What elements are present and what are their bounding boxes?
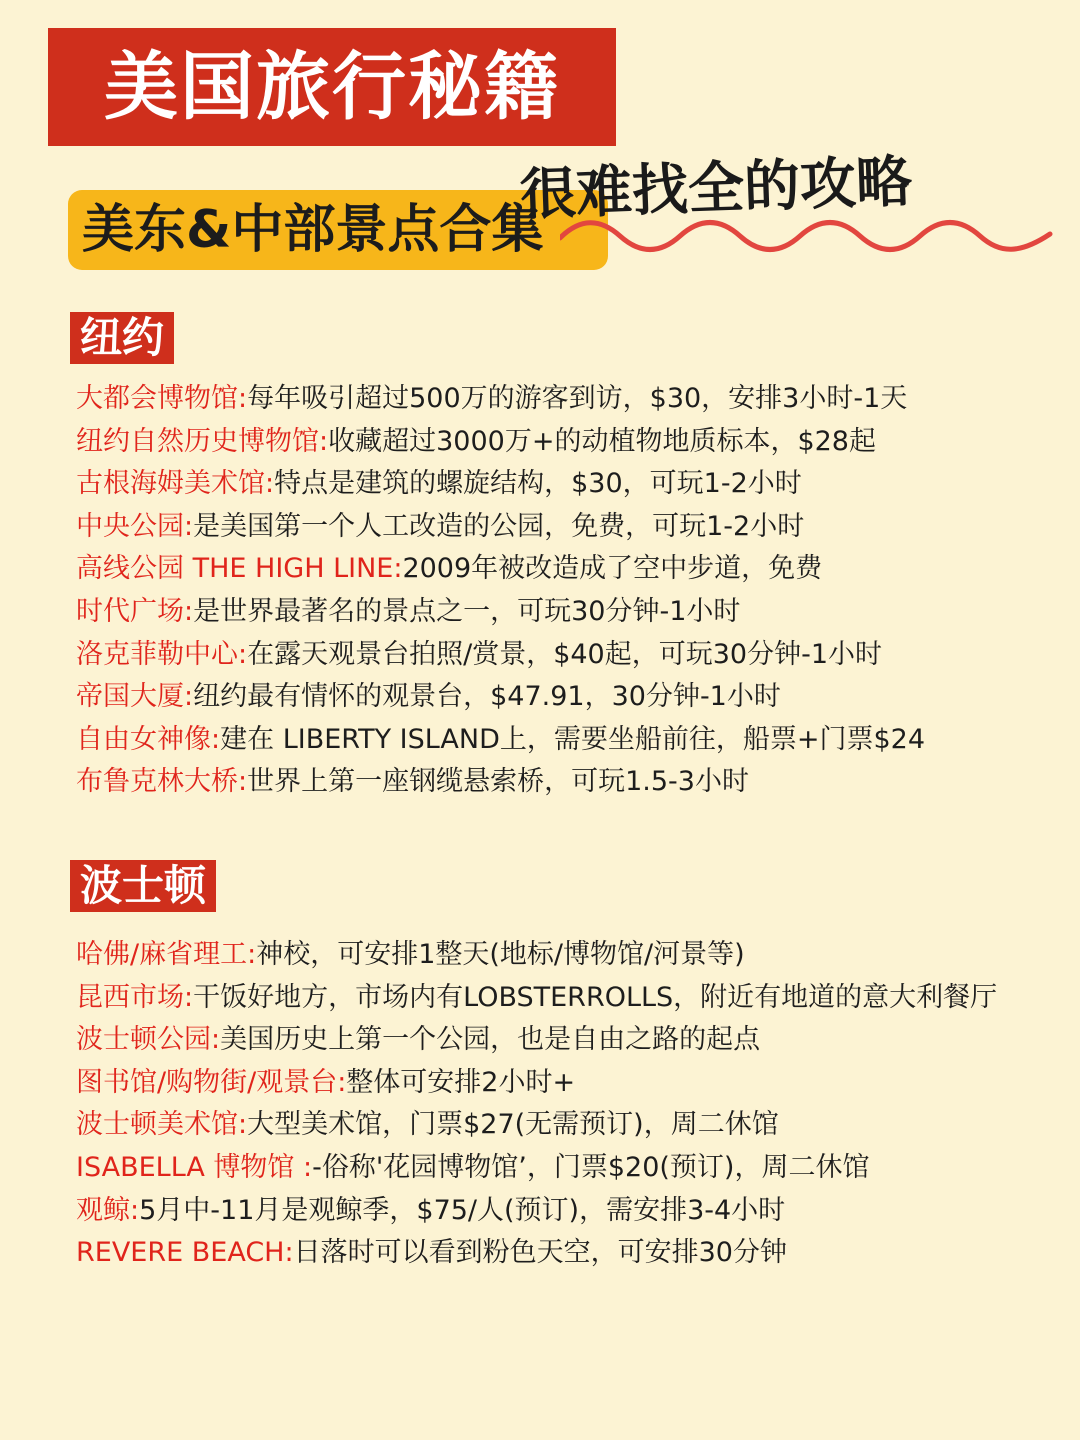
- list-item: [76, 1147, 1016, 1190]
- list-item: [76, 463, 1016, 506]
- attraction-desc: 日落时可以看到粉色天空，可安排30分钟: [293, 1237, 787, 1269]
- attraction-name: 波士顿公园:: [76, 1024, 221, 1056]
- list-item: [76, 934, 1016, 977]
- attraction-name: 帝国大厦:: [76, 681, 194, 713]
- attraction-desc: 干饭好地方，市场内有LOBSTERROLLS，附近有地道的意大利餐厅: [193, 981, 998, 1013]
- subtitle-label: 美东&中部景点合集: [68, 190, 608, 270]
- attraction-name: ISABELLA 博物馆 :: [76, 1151, 313, 1183]
- attraction-name: 洛克菲勒中心:: [76, 638, 248, 670]
- attraction-name: 高线公园 THE HIGH LINE:: [76, 553, 403, 585]
- list-item: [76, 719, 1016, 762]
- attraction-name: REVERE BEACH:: [76, 1237, 294, 1269]
- wavy-underline: [560, 208, 1060, 258]
- list-item: [76, 591, 1016, 634]
- attraction-desc: 是世界最著名的景点之一，可玩30分钟-1小时: [193, 595, 741, 627]
- list-item: [76, 977, 1016, 1020]
- boston-attraction-list: [76, 934, 1016, 1275]
- attraction-name: 哈佛/麻省理工:: [76, 939, 257, 970]
- attraction-desc: 整体可安排2小时+: [346, 1066, 576, 1098]
- attraction-name: 纽约自然历史博物馆:: [76, 425, 329, 457]
- attraction-name: 昆西市场:: [76, 981, 194, 1013]
- attraction-desc: 是美国第一个人工改造的公园，免费，可玩1-2小时: [193, 510, 805, 542]
- attraction-name: 古根海姆美术馆:: [76, 468, 275, 500]
- attraction-desc: 大型美术馆，门票$27(无需预订)，周二休馆: [247, 1109, 779, 1141]
- list-item: [76, 676, 1016, 719]
- handwritten-tagline: 很难找全的攻略: [519, 148, 914, 229]
- list-item: [76, 1232, 1016, 1275]
- list-item: [76, 378, 1016, 421]
- list-item: [76, 1062, 1016, 1105]
- page-title: 美国旅行秘籍: [48, 28, 616, 146]
- attraction-desc: 2009年被改造成了空中步道，免费: [402, 553, 823, 585]
- attraction-desc: 神校，可安排1整天(地标/博物馆/河景等): [256, 939, 745, 970]
- attraction-desc: 每年吸引超过500万的游客到访，$30，安排3小时-1天: [247, 383, 908, 414]
- attraction-desc: 5月中-11月是观鲸季，$75/人(预订)，需安排3-4小时: [139, 1194, 786, 1226]
- attraction-name: 时代广场:: [76, 595, 194, 627]
- attraction-name: 自由女神像:: [76, 723, 221, 755]
- attraction-name: 图书馆/购物街/观景台:: [76, 1066, 347, 1098]
- new-york-attraction-list: [76, 378, 1016, 804]
- list-item: [76, 421, 1016, 464]
- attraction-name: 波士顿美术馆:: [76, 1109, 248, 1141]
- attraction-desc: 在露天观景台拍照/赏景，$40起，可玩30分钟-1小时: [247, 638, 883, 670]
- attraction-desc: 世界上第一座钢缆悬索桥，可玩1.5-3小时: [247, 766, 749, 798]
- list-item: [76, 1190, 1016, 1233]
- list-item: [76, 761, 1016, 804]
- list-item: [76, 1104, 1016, 1147]
- list-item: [76, 1019, 1016, 1062]
- attraction-name: 布鲁克林大桥:: [76, 766, 248, 798]
- attraction-desc: 特点是建筑的螺旋结构，$30，可玩1-2小时: [274, 468, 802, 500]
- attraction-name: 观鲸:: [76, 1194, 140, 1226]
- attraction-desc: 美国历史上第一个公园，也是自由之路的起点: [220, 1024, 761, 1056]
- section-heading-boston: 波士顿: [70, 860, 216, 912]
- section-heading-new-york: 纽约: [70, 312, 174, 364]
- attraction-name: 中央公园:: [76, 510, 194, 542]
- attraction-desc: 纽约最有情怀的观景台，$47.91，30分钟-1小时: [193, 681, 781, 713]
- attraction-desc: 收藏超过3000万+的动植物地质标本，$28起: [328, 425, 876, 457]
- attraction-name: 大都会博物馆:: [76, 383, 248, 414]
- list-item: [76, 506, 1016, 549]
- list-item: [76, 634, 1016, 677]
- attraction-desc: 建在 LIBERTY ISLAND上，需要坐船前往，船票+门票$24: [220, 723, 926, 755]
- list-item: [76, 548, 1016, 591]
- attraction-desc: -俗称'花园博物馆’，门票$20(预订)，周二休馆: [312, 1151, 870, 1183]
